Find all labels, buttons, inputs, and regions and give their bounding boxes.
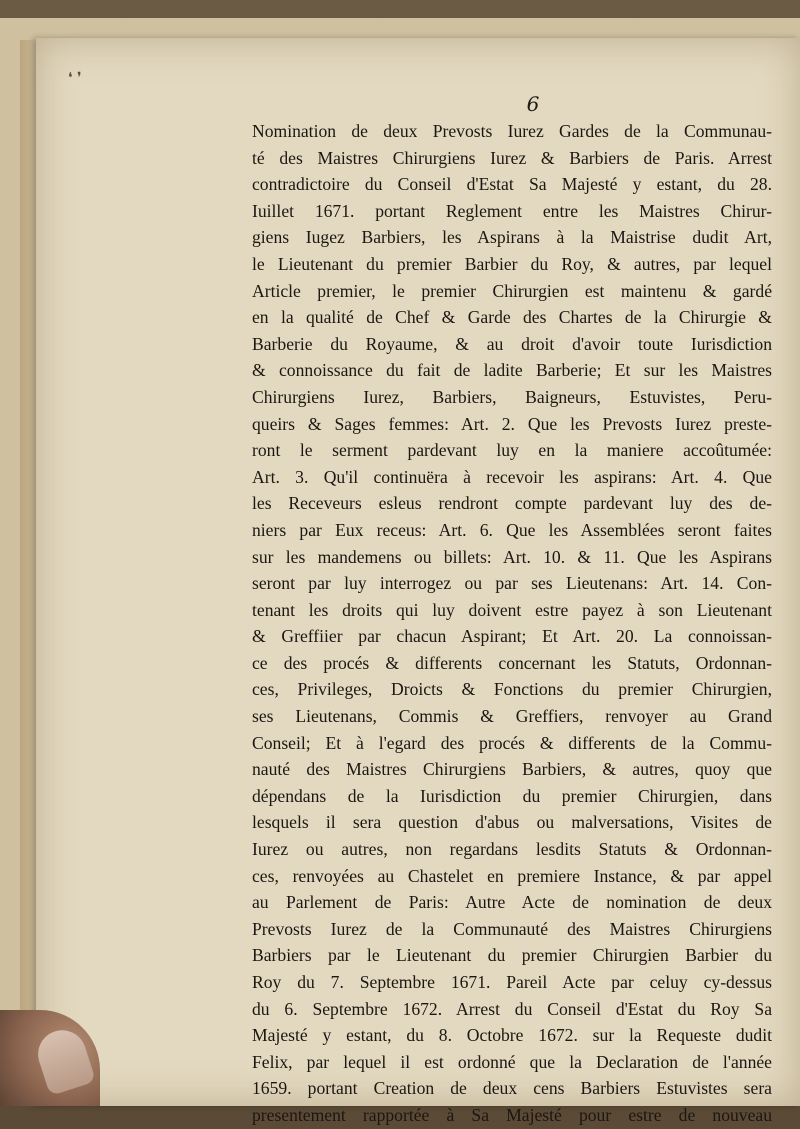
- text-line: nauté des Maistres Chirurgiens Barbiers, & autres, quoy que: [252, 759, 772, 780]
- text-line: presentement rapportée à Sa Majesté pour estre de nouveau: [252, 1104, 772, 1125]
- text-line: Article premier, le premier Chirurgien est maintenu & gardé: [252, 280, 772, 301]
- text-line: Chirurgiens Iurez, Barbiers, Baigneurs, Estuvistes, Peru-: [252, 386, 772, 407]
- text-line: ces, Privileges, Droicts & Fonctions du premier Chirurgien,: [252, 679, 772, 700]
- text-line: giens Iugez Barbiers, les Aspirans à la Maistrise dudit Art,: [252, 227, 772, 248]
- text-line: le Lieutenant du premier Barbier du Roy, & autres, par lequel: [252, 253, 772, 274]
- text-line: au Parlement de Paris: Autre Acte de nomination de deux: [252, 892, 772, 913]
- text-line: Iurez ou autres, non regardans lesdits Statuts & Ordonnan-: [252, 839, 772, 860]
- text-line: queirs & Sages femmes: Art. 2. Que les Prevosts Iurez preste-: [252, 413, 772, 434]
- text-line: Nomination de deux Prevosts Iurez Gardes de la Communau-: [252, 121, 772, 141]
- page-number: 6: [526, 92, 540, 116]
- text-line: contradictoire du Conseil d'Estat Sa Majesté y estant, du 28.: [252, 174, 772, 195]
- text-line: ront le serment pardevant luy en la maniere accoûtumée:: [252, 440, 772, 461]
- text-line: en la qualité de Chef & Garde des Chartes de la Chirurgie &: [252, 307, 772, 328]
- text-line: dépendans de la Iurisdiction du premier Chirurgien, dans: [252, 785, 772, 806]
- text-line: ces, renvoyées au Chastelet en premiere Instance, & par appel: [252, 865, 772, 886]
- text-line: seront par luy interrogez ou par ses Lieutenans: Art. 14. Con-: [252, 573, 772, 594]
- text-line: les Receveurs esleus rendront compte pardevant luy des de-: [252, 493, 772, 514]
- text-line: & Greffiier par chacun Aspirant; Et Art. 20. La connoissan-: [252, 626, 772, 647]
- text-line: sur les mandemens ou billets: Art. 10. & 11. Que les Aspirans: [252, 546, 772, 567]
- text-line: 1659. portant Creation de deux cens Barbiers Estuvistes sera: [252, 1078, 772, 1099]
- text-line: & connoissance du fait de ladite Barberie; Et sur les Maistres: [252, 360, 772, 381]
- text-line: lesquels il sera question d'abus ou malversations, Visites de: [252, 812, 772, 833]
- text-line: Felix, par lequel il est ordonné que la Declaration de l'année: [252, 1051, 772, 1072]
- text-line: ses Lieutenans, Commis & Greffiers, renvoyer au Grand: [252, 706, 772, 727]
- text-line: Art. 3. Qu'il continuëra à recevoir les aspirans: Art. 4. Que: [252, 466, 772, 487]
- text-line: niers par Eux receus: Art. 6. Que les Assemblées seront faites: [252, 519, 772, 540]
- text-line: tenant les droits qui luy doivent estre payez à son Lieutenant: [252, 599, 772, 620]
- text-line: Iuillet 1671. portant Reglement entre les Maistres Chirur-: [252, 200, 772, 221]
- body-text: [252, 118, 772, 1129]
- margin-marks: ❛ ❜: [68, 70, 82, 86]
- text-line: Majesté y estant, du 8. Octobre 1672. sur la Requeste dudit: [252, 1025, 772, 1046]
- text-line: Roy du 7. Septembre 1671. Pareil Acte par celuy cy-dessus: [252, 972, 772, 992]
- text-line: Conseil; Et à l'egard des procés & differents de la Commu-: [252, 732, 772, 753]
- text-line: Barberie du Royaume, & au droit d'avoir toute Iurisdiction: [252, 333, 772, 354]
- text-line: Prevosts Iurez de la Communauté des Maistres Chirurgiens: [252, 918, 772, 939]
- text-line: Barbiers par le Lieutenant du premier Chirurgien Barbier du: [252, 945, 772, 966]
- text-line: ce des procés & differents concernant les Statuts, Ordonnan-: [252, 652, 772, 673]
- text-line: du 6. Septembre 1672. Arrest du Conseil d'Estat du Roy Sa: [252, 998, 772, 1019]
- text-line: té des Maistres Chirurgiens Iurez & Barbiers de Paris. Arrest: [252, 147, 772, 168]
